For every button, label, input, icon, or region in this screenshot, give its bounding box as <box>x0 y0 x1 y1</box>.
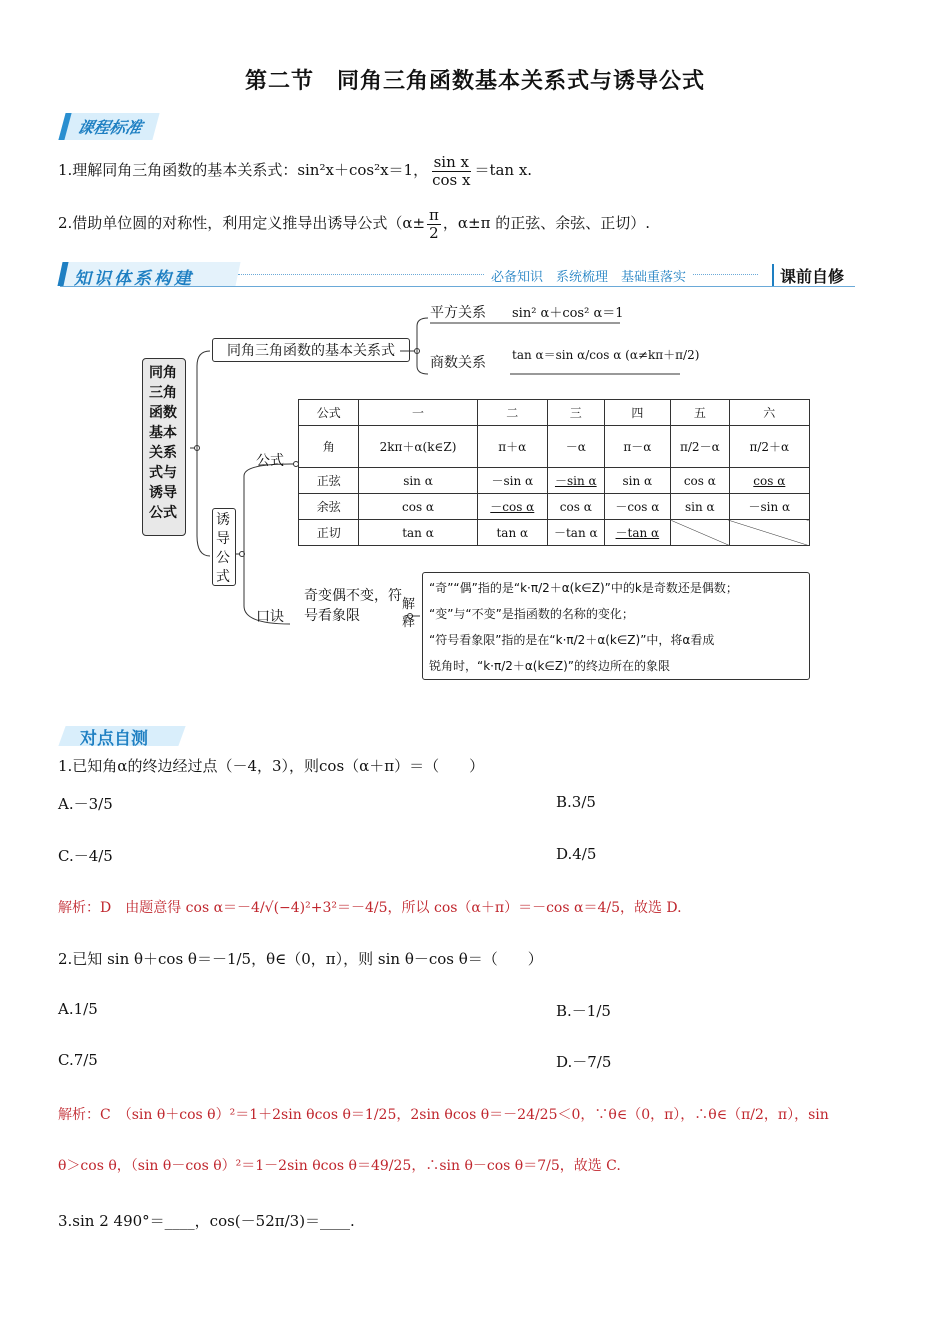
map-explain: 解释 <box>402 597 416 630</box>
table-cell: sin α <box>671 494 730 520</box>
q2-option-a[interactable]: A.1/5 <box>58 1000 98 1018</box>
q2-option-c[interactable]: C.7/5 <box>58 1051 98 1069</box>
fraction: $\frac{\pi}{2}$ <box>429 206 439 242</box>
table-cell: 余弦 <box>299 494 359 520</box>
knowledge-banner-label: 知识体系构建 <box>74 269 194 289</box>
map-explain-box <box>422 572 810 680</box>
table-cell: －sin α <box>548 468 605 494</box>
table-cell: －tan α <box>548 520 605 546</box>
q1-option-b[interactable]: B.3/5 <box>556 793 596 811</box>
table-cell: －sin α <box>477 468 547 494</box>
table-cell: cos α <box>548 494 605 520</box>
table-cell: 一 <box>359 400 477 426</box>
table-cell: 公式 <box>299 400 359 426</box>
table-cell: －cos α <box>477 494 547 520</box>
map-root: 同角三角函数基本关系式与诱导公式 <box>142 358 186 536</box>
map-basic: 同角三角函数的基本关系式 <box>212 338 410 362</box>
table-cell: sin α <box>604 468 670 494</box>
map-square-formula: sin² α＋cos² α＝1 <box>512 306 624 321</box>
banner-subtitle: 必备知识 系统梳理 基础重落实 <box>485 266 692 285</box>
table-cell: tan α <box>359 520 477 546</box>
self-test-label: 对点自测 <box>80 729 148 749</box>
knowledge-banner <box>60 262 855 288</box>
table-cell: 三 <box>548 400 605 426</box>
table-cell: 正切 <box>299 520 359 546</box>
standard-2: 2.借助单位圆的对称性，利用定义推导出诱导公式（α± $\frac{\pi}{2}$ ，α±π 的正弦、余弦、正切）. <box>58 206 650 242</box>
q1-option-c[interactable]: C.－4/5 <box>58 847 113 865</box>
table-cell: 六 <box>729 400 809 426</box>
fraction: $\frac{\text{sin x}}{\text{cos x}}$ <box>432 153 471 189</box>
table-cell: 五 <box>671 400 730 426</box>
table-header-row <box>299 400 810 426</box>
map-induce: 诱导公式 <box>212 508 236 586</box>
table-cell-empty <box>671 520 730 546</box>
q2-option-d[interactable]: D.－7/5 <box>556 1053 612 1071</box>
table-cell: cos α <box>359 494 477 520</box>
table-cell: π/2＋α <box>729 426 809 468</box>
table-cell-empty <box>729 520 809 546</box>
table-cell: cos α <box>729 468 809 494</box>
q3-stem: 3.sin 2 490°＝____，cos(－52π/3)＝____. <box>58 1212 355 1230</box>
table-row <box>299 494 810 520</box>
q2-option-b[interactable]: B.－1/5 <box>556 1002 611 1020</box>
table-cell: 二 <box>477 400 547 426</box>
banner-right-label: 课前自修 <box>780 267 845 286</box>
page-title: 第二节 同角三角函数基本关系式与诱导公式 <box>244 69 705 94</box>
table-row <box>299 520 810 546</box>
table-cell: π－α <box>604 426 670 468</box>
q2-solution-line2: θ＞cos θ，（sin θ－cos θ）²＝1－2sin θcos θ＝49/25，∴sin θ－cos θ＝7/5，故选 C. <box>58 1158 621 1174</box>
table-cell: tan α <box>477 520 547 546</box>
map-quot-formula: tan α＝sin α/cos α (α≠kπ＋π/2) <box>512 348 700 362</box>
table-cell: 四 <box>604 400 670 426</box>
table-cell: cos α <box>671 468 730 494</box>
table-cell: －α <box>548 426 605 468</box>
table-cell: －cos α <box>604 494 670 520</box>
q1-stem: 1.已知角α的终边经过点（－4，3），则cos（α＋π）＝（ ） <box>58 757 485 775</box>
q1-solution: 解析：D 由题意得 cos α＝－4/√(−4)²+3²＝－4/5，所以 cos（α＋π）＝－cos α＝4/5，故选 D. <box>58 900 682 916</box>
formula-table <box>298 399 810 546</box>
map-formula: 公式 <box>256 453 284 469</box>
table-cell: 正弦 <box>299 468 359 494</box>
q2-stem: 2.已知 sin θ＋cos θ＝－1/5，θ∈（0，π），则 sin θ－cos θ＝（ ） <box>58 950 543 968</box>
knowledge-map <box>140 296 820 686</box>
banner-underline <box>60 286 855 287</box>
banner-bar <box>772 264 774 286</box>
map-quot: 商数关系 <box>430 355 486 371</box>
course-standard-banner <box>62 113 156 140</box>
table-cell: －sin α <box>729 494 809 520</box>
map-verse: 口诀 <box>256 609 284 625</box>
table-cell: －tan α <box>604 520 670 546</box>
q1-option-a[interactable]: A.－3/5 <box>58 795 113 813</box>
table-cell: π/2－α <box>671 426 730 468</box>
q2-solution-line1: 解析：C （sin θ＋cos θ）²＝1＋2sin θcos θ＝1/25，2sin θcos θ＝－24/25＜0，∵θ∈（0，π），∴θ∈（π/2，π），sin <box>58 1107 829 1123</box>
q1-option-d[interactable]: D.4/5 <box>556 845 597 863</box>
standard-1: 1.理解同角三角函数的基本关系式：sin²x＋cos²x＝1， $\frac{\text{sin x}}{\text{cos x}}$ ＝tan x. <box>58 153 533 189</box>
table-row <box>299 426 810 468</box>
table-row <box>299 468 810 494</box>
table-cell: π＋α <box>477 426 547 468</box>
map-square: 平方关系 <box>430 305 486 321</box>
explain-line: “变”与“不变”是指函数的名称的变化； <box>429 607 634 621</box>
table-cell: 2kπ＋α(k∈Z) <box>359 426 477 468</box>
map-verse-text: 奇变偶不变，符号看象限 <box>304 588 402 624</box>
explain-line: “符号看象限”指的是在“k·π/2＋α(k∈Z)”中，将α看成 <box>429 633 715 647</box>
explain-line: 锐角时，“k·π/2＋α(k∈Z)”的终边所在的象限 <box>429 659 670 673</box>
explain-line: “奇”“偶”指的是“k·π/2＋α(k∈Z)”中的k是奇数还是偶数； <box>429 581 738 595</box>
course-standard-label: 课程标准 <box>58 113 159 140</box>
table-cell: 角 <box>299 426 359 468</box>
table-cell: sin α <box>359 468 477 494</box>
